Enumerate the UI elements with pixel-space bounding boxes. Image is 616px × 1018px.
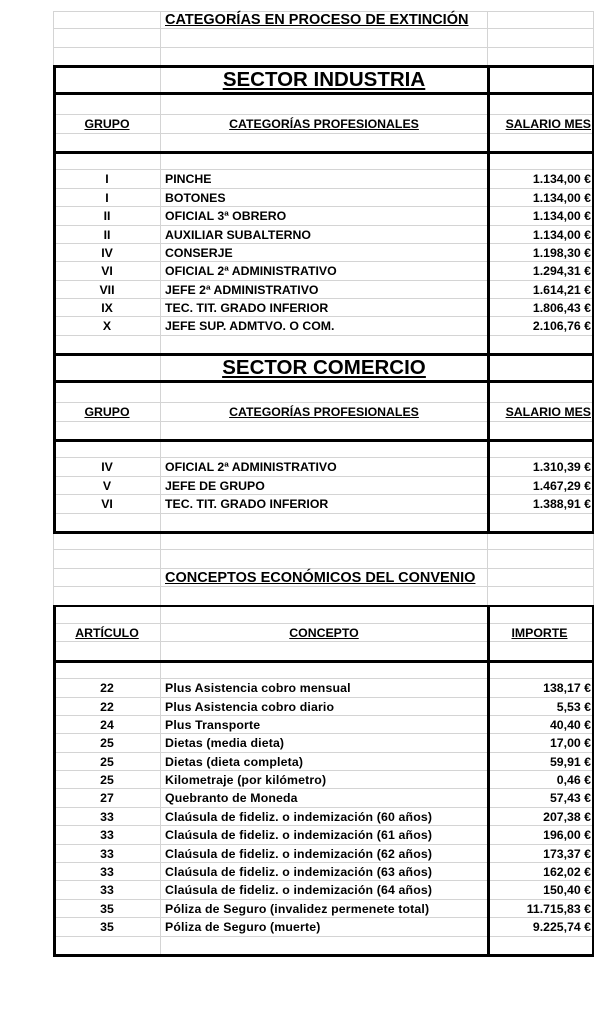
table-row [53, 317, 594, 335]
cell-col-a[interactable] [53, 440, 161, 457]
cell-col-b[interactable] [161, 587, 488, 604]
amount-cell-text: 138,17 € [543, 681, 591, 696]
header-salary-text: SALARIO MES [505, 117, 591, 132]
salary-cell[interactable] [488, 244, 594, 261]
header-category-text: CATEGORÍAS PROFESIONALES [229, 117, 419, 132]
category-cell[interactable] [161, 495, 488, 512]
amount-cell[interactable] [488, 900, 594, 917]
cell-col-a[interactable] [53, 514, 161, 531]
cell-col-b[interactable] [161, 606, 488, 623]
cell-col-c[interactable] [488, 422, 594, 439]
article-cell-text: 22 [100, 699, 114, 714]
sheet-row [53, 587, 594, 605]
article-cell-text: 22 [100, 681, 114, 696]
cell-col-c[interactable] [488, 514, 594, 531]
table-row [53, 863, 594, 881]
amount-cell[interactable] [488, 845, 594, 862]
group-cell[interactable] [53, 244, 161, 261]
category-cell[interactable] [161, 189, 488, 206]
cell-col-a[interactable] [53, 550, 161, 567]
header-group[interactable] [53, 403, 161, 420]
sheet-row [53, 661, 594, 679]
article-cell-text: 33 [100, 865, 114, 880]
salary-cell[interactable] [488, 207, 594, 224]
header-amount-text: IMPORTE [511, 625, 568, 640]
article-cell[interactable] [53, 771, 161, 788]
category-cell-text: BOTONES [165, 190, 226, 205]
sheet-row [53, 152, 594, 170]
category-cell[interactable] [161, 262, 488, 279]
sheet-row [53, 532, 594, 550]
article-cell-text: 25 [100, 754, 114, 769]
amount-cell-text: 9.225,74 € [532, 920, 591, 935]
sheet-row [53, 514, 594, 532]
sheet-row [53, 381, 594, 403]
group-cell[interactable] [53, 299, 161, 316]
amount-cell[interactable] [488, 679, 594, 696]
group-cell[interactable] [53, 281, 161, 298]
salary-cell-text: 2.106,76 € [532, 319, 591, 334]
cell-col-a[interactable] [53, 48, 161, 65]
concept-cell[interactable] [161, 808, 488, 825]
concept-cell-text: Claúsula de fideliz. o indemización (64 años) [165, 883, 433, 898]
amount-cell-text: 57,43 € [549, 791, 591, 806]
cell-col-a[interactable] [53, 134, 161, 151]
concept-cell-text: Quebranto de Moneda [165, 791, 298, 806]
salary-cell-text: 1.134,00 € [532, 209, 591, 224]
table-row [53, 281, 594, 299]
concept-cell-text: Kilometraje (por kilómetro) [165, 773, 327, 788]
cell-col-c[interactable] [488, 29, 594, 46]
concept-cell[interactable] [161, 900, 488, 917]
title-row [53, 11, 594, 29]
header-article[interactable] [53, 624, 161, 641]
cell-col-a[interactable] [53, 569, 161, 586]
category-cell-text: PINCHE [165, 172, 212, 187]
table-row [53, 207, 594, 225]
header-salary[interactable] [488, 403, 594, 420]
concepts-title-row [53, 569, 594, 587]
group-cell-text: VI [101, 497, 113, 512]
sector-title-text: SECTOR COMERCIO [222, 356, 426, 380]
salary-cell[interactable] [488, 299, 594, 316]
header-salary[interactable] [488, 115, 594, 132]
table-row [53, 698, 594, 716]
category-cell[interactable] [161, 458, 488, 475]
salary-cell[interactable] [488, 495, 594, 512]
group-cell-text: II [103, 209, 111, 224]
cell-col-c[interactable] [488, 642, 594, 659]
group-cell[interactable] [53, 495, 161, 512]
sheet-row [53, 606, 594, 624]
amount-cell[interactable] [488, 789, 594, 806]
article-cell[interactable] [53, 826, 161, 843]
group-cell-text: IV [101, 245, 113, 260]
amount-cell-text: 5,53 € [556, 699, 591, 714]
article-cell[interactable] [53, 845, 161, 862]
table-row [53, 918, 594, 936]
article-cell-text: 24 [100, 717, 114, 732]
concept-cell[interactable] [161, 753, 488, 770]
concept-cell[interactable] [161, 771, 488, 788]
amount-cell[interactable] [488, 918, 594, 935]
table-row [53, 679, 594, 697]
concept-cell-text: Plus Asistencia cobro diario [165, 699, 335, 714]
category-cell-text: OFICIAL 2ª ADMINISTRATIVO [165, 460, 337, 475]
cell-col-b[interactable] [161, 440, 488, 457]
table-row [53, 716, 594, 734]
salary-cell-text: 1.134,00 € [532, 172, 591, 187]
article-cell-text: 25 [100, 736, 114, 751]
sheet-row [53, 48, 594, 66]
amount-cell-text: 17,00 € [549, 736, 591, 751]
sector-title-text: SECTOR INDUSTRIA [222, 68, 426, 92]
concept-cell-text: Plus Asistencia cobro mensual [165, 681, 351, 696]
cell-col-a[interactable] [53, 93, 161, 114]
article-cell-text: 33 [100, 828, 114, 843]
group-cell[interactable] [53, 317, 161, 334]
cell-col-c[interactable] [488, 134, 594, 151]
cell-col-a[interactable] [53, 642, 161, 659]
category-cell-text: JEFE SUP. ADMTVO. O COM. [165, 319, 335, 334]
concept-cell[interactable] [161, 698, 488, 715]
cell-col-b[interactable] [161, 93, 488, 114]
cell-col-b[interactable] [161, 550, 488, 567]
category-cell-text: TEC. TIT. GRADO INFERIOR [165, 301, 329, 316]
cell-col-c[interactable] [488, 550, 594, 567]
table-row [53, 900, 594, 918]
salary-cell[interactable] [488, 189, 594, 206]
main-title[interactable] [161, 12, 488, 28]
category-cell[interactable] [161, 244, 488, 261]
header-concept[interactable] [161, 624, 488, 641]
cell-col-c[interactable] [488, 48, 594, 65]
group-cell[interactable] [53, 262, 161, 279]
article-cell[interactable] [53, 679, 161, 696]
salary-cell[interactable] [488, 170, 594, 187]
group-cell-text: IX [101, 301, 113, 316]
article-cell-text: 27 [100, 791, 114, 806]
concept-cell-text: Póliza de Seguro (invalidez permenete total) [165, 901, 430, 916]
table-row [53, 262, 594, 280]
group-cell-text: I [105, 190, 109, 205]
salary-cell-text: 1.134,00 € [532, 227, 591, 242]
category-cell[interactable] [161, 207, 488, 224]
group-cell[interactable] [53, 477, 161, 494]
table-row [53, 458, 594, 476]
table-row [53, 789, 594, 807]
salary-cell[interactable] [488, 477, 594, 494]
cell-col-b[interactable] [161, 336, 488, 353]
cell-col-a[interactable] [53, 354, 161, 380]
cell-col-a[interactable] [53, 29, 161, 46]
amount-cell-text: 173,37 € [543, 846, 591, 861]
cell-col-b[interactable] [161, 48, 488, 65]
sheet-row [53, 937, 594, 955]
cell-col-c[interactable] [488, 381, 594, 402]
article-cell-text: 35 [100, 920, 114, 935]
cell-col-c[interactable] [488, 661, 594, 678]
category-cell-text: CONSERJE [165, 245, 233, 260]
group-cell[interactable] [53, 458, 161, 475]
cell-col-c[interactable] [488, 587, 594, 604]
header-salary-text: SALARIO MES [505, 405, 591, 420]
concept-cell[interactable] [161, 918, 488, 935]
header-group-text: GRUPO [84, 405, 130, 420]
cell-col-b[interactable] [161, 422, 488, 439]
salary-cell-text: 1.310,39 € [532, 460, 591, 475]
concept-cell-text: Póliza de Seguro (muerte) [165, 920, 321, 935]
category-cell[interactable] [161, 317, 488, 334]
table-row [53, 189, 594, 207]
amount-cell-text: 40,40 € [549, 717, 591, 732]
amount-cell-text: 162,02 € [543, 865, 591, 880]
column-header-row [53, 624, 594, 642]
cell-col-a[interactable] [53, 12, 161, 28]
cell-col-c[interactable] [488, 354, 594, 380]
article-cell[interactable] [53, 900, 161, 917]
cell-col-a[interactable] [53, 381, 161, 402]
category-cell[interactable] [161, 299, 488, 316]
group-cell[interactable] [53, 189, 161, 206]
amount-cell[interactable] [488, 698, 594, 715]
concept-cell[interactable] [161, 863, 488, 880]
concept-cell[interactable] [161, 734, 488, 751]
salary-cell-text: 1.388,91 € [532, 497, 591, 512]
cell-col-c[interactable] [488, 440, 594, 457]
table-row [53, 881, 594, 899]
cell-col-a[interactable] [53, 532, 161, 549]
table-row [53, 771, 594, 789]
category-cell[interactable] [161, 226, 488, 243]
table-row [53, 734, 594, 752]
concept-cell-text: Dietas (media dieta) [165, 736, 285, 751]
sheet-row [53, 29, 594, 47]
table-row [53, 808, 594, 826]
article-cell[interactable] [53, 698, 161, 715]
header-article-text: ARTÍCULO [75, 625, 139, 640]
amount-cell[interactable] [488, 771, 594, 788]
cell-col-a[interactable] [53, 152, 161, 169]
concept-cell-text: Dietas (dieta completa) [165, 754, 304, 769]
article-cell[interactable] [53, 808, 161, 825]
sheet-row [53, 336, 594, 354]
header-category[interactable] [161, 115, 488, 132]
amount-cell-text: 0,46 € [556, 773, 591, 788]
table-row [53, 226, 594, 244]
article-cell[interactable] [53, 863, 161, 880]
table-row [53, 495, 594, 513]
salary-cell[interactable] [488, 281, 594, 298]
article-cell-text: 33 [100, 809, 114, 824]
amount-cell[interactable] [488, 826, 594, 843]
concept-cell[interactable] [161, 826, 488, 843]
table-row [53, 826, 594, 844]
header-category-text: CATEGORÍAS PROFESIONALES [229, 405, 419, 420]
amount-cell-text: 207,38 € [543, 809, 591, 824]
cell-col-b[interactable] [161, 29, 488, 46]
amount-cell[interactable] [488, 881, 594, 898]
amount-cell-text: 59,91 € [549, 754, 591, 769]
article-cell[interactable] [53, 881, 161, 898]
category-cell-text: TEC. TIT. GRADO INFERIOR [165, 497, 329, 512]
group-cell-text: VII [99, 282, 115, 297]
cell-col-c[interactable] [488, 152, 594, 169]
article-cell[interactable] [53, 753, 161, 770]
group-cell[interactable] [53, 170, 161, 187]
cell-col-b[interactable] [161, 134, 488, 151]
header-concept-text: CONCEPTO [289, 625, 359, 640]
cell-col-b[interactable] [161, 937, 488, 954]
sector-title[interactable] [161, 66, 488, 92]
amount-cell-text: 196,00 € [543, 828, 591, 843]
salary-cell[interactable] [488, 458, 594, 475]
category-cell[interactable] [161, 170, 488, 187]
sector-title[interactable] [161, 354, 488, 380]
concept-cell[interactable] [161, 716, 488, 733]
group-cell-text: IV [101, 460, 113, 475]
salary-cell[interactable] [488, 262, 594, 279]
concepts-title-text: CONCEPTOS ECONÓMICOS DEL CONVENIO [165, 569, 476, 586]
amount-cell[interactable] [488, 734, 594, 751]
amount-cell[interactable] [488, 863, 594, 880]
concept-cell[interactable] [161, 679, 488, 696]
spreadsheet [53, 0, 594, 955]
column-header-row [53, 403, 594, 421]
article-cell[interactable] [53, 789, 161, 806]
sector-title-row [53, 354, 594, 381]
salary-cell[interactable] [488, 226, 594, 243]
table-row [53, 753, 594, 771]
cell-col-c[interactable] [488, 66, 594, 92]
category-cell-text: AUXILIAR SUBALTERNO [165, 227, 311, 242]
cell-col-a[interactable] [53, 587, 161, 604]
article-cell-text: 33 [100, 883, 114, 898]
cell-col-b[interactable] [161, 381, 488, 402]
group-cell-text: V [102, 478, 112, 493]
salary-cell-text: 1.614,21 € [532, 282, 591, 297]
cell-col-b[interactable] [161, 642, 488, 659]
group-cell[interactable] [53, 226, 161, 243]
table-row [53, 299, 594, 317]
cell-col-c[interactable] [488, 937, 594, 954]
header-amount[interactable] [488, 624, 594, 641]
table-row [53, 170, 594, 188]
amount-cell-text: 11.715,83 € [526, 901, 591, 916]
table-row [53, 244, 594, 262]
cell-col-c[interactable] [488, 532, 594, 549]
amount-cell-text: 150,40 € [543, 883, 591, 898]
salary-cell-text: 1.467,29 € [532, 478, 591, 493]
cell-col-c[interactable] [488, 336, 594, 353]
column-header-row [53, 115, 594, 133]
group-cell-text: I [105, 172, 109, 187]
sector-title-row [53, 66, 594, 93]
concepts-title[interactable] [161, 569, 488, 586]
cell-col-b[interactable] [161, 532, 488, 549]
amount-cell[interactable] [488, 716, 594, 733]
main-title-text: CATEGORÍAS EN PROCESO DE EXTINCIÓN [165, 12, 469, 28]
sheet-row [53, 440, 594, 458]
concept-cell-text: Claúsula de fideliz. o indemización (60 años) [165, 809, 433, 824]
salary-cell-text: 1.198,30 € [532, 245, 591, 260]
header-group[interactable] [53, 115, 161, 132]
cell-col-b[interactable] [161, 514, 488, 531]
salary-cell-text: 1.134,00 € [532, 190, 591, 205]
article-cell-text: 25 [100, 773, 114, 788]
article-cell-text: 35 [100, 901, 114, 916]
category-cell-text: OFICIAL 2ª ADMINISTRATIVO [165, 264, 337, 279]
salary-cell-text: 1.294,31 € [532, 264, 591, 279]
category-cell-text: OFICIAL 3ª OBRERO [165, 209, 287, 224]
cell-col-c[interactable] [488, 606, 594, 623]
cell-col-b[interactable] [161, 661, 488, 678]
sheet-row [53, 422, 594, 440]
table-row [53, 845, 594, 863]
cell-col-c[interactable] [488, 93, 594, 114]
group-cell-text: X [102, 319, 112, 334]
article-cell[interactable] [53, 918, 161, 935]
sheet-row [53, 93, 594, 115]
concept-cell[interactable] [161, 789, 488, 806]
article-cell-text: 33 [100, 846, 114, 861]
header-category[interactable] [161, 403, 488, 420]
concept-cell-text: Plus Transporte [165, 717, 261, 732]
group-cell-text: II [103, 227, 111, 242]
article-cell[interactable] [53, 716, 161, 733]
cell-col-c[interactable] [488, 12, 594, 28]
group-cell[interactable] [53, 207, 161, 224]
cell-col-c[interactable] [488, 569, 594, 586]
cell-col-a[interactable] [53, 422, 161, 439]
concept-cell-text: Claúsula de fideliz. o indemización (62 años) [165, 846, 433, 861]
sheet-row [53, 134, 594, 152]
salary-cell-text: 1.806,43 € [532, 301, 591, 316]
sheet-row [53, 550, 594, 568]
cell-col-a[interactable] [53, 937, 161, 954]
cell-col-a[interactable] [53, 336, 161, 353]
group-cell-text: VI [101, 264, 113, 279]
concept-cell-text: Claúsula de fideliz. o indemización (61 años) [165, 828, 433, 843]
amount-cell[interactable] [488, 808, 594, 825]
salary-cell[interactable] [488, 317, 594, 334]
category-cell[interactable] [161, 477, 488, 494]
article-cell[interactable] [53, 734, 161, 751]
category-cell-text: JEFE 2ª ADMINISTRATIVO [165, 282, 319, 297]
header-group-text: GRUPO [84, 117, 130, 132]
table-row [53, 477, 594, 495]
cell-col-b[interactable] [161, 152, 488, 169]
concept-cell-text: Claúsula de fideliz. o indemización (63 años) [165, 865, 433, 880]
amount-cell[interactable] [488, 753, 594, 770]
concept-cell[interactable] [161, 881, 488, 898]
cell-col-a[interactable] [53, 606, 161, 623]
category-cell-text: JEFE DE GRUPO [165, 478, 265, 493]
sheet-row [53, 642, 594, 660]
concept-cell[interactable] [161, 845, 488, 862]
category-cell[interactable] [161, 281, 488, 298]
cell-col-a[interactable] [53, 66, 161, 92]
cell-col-a[interactable] [53, 661, 161, 678]
